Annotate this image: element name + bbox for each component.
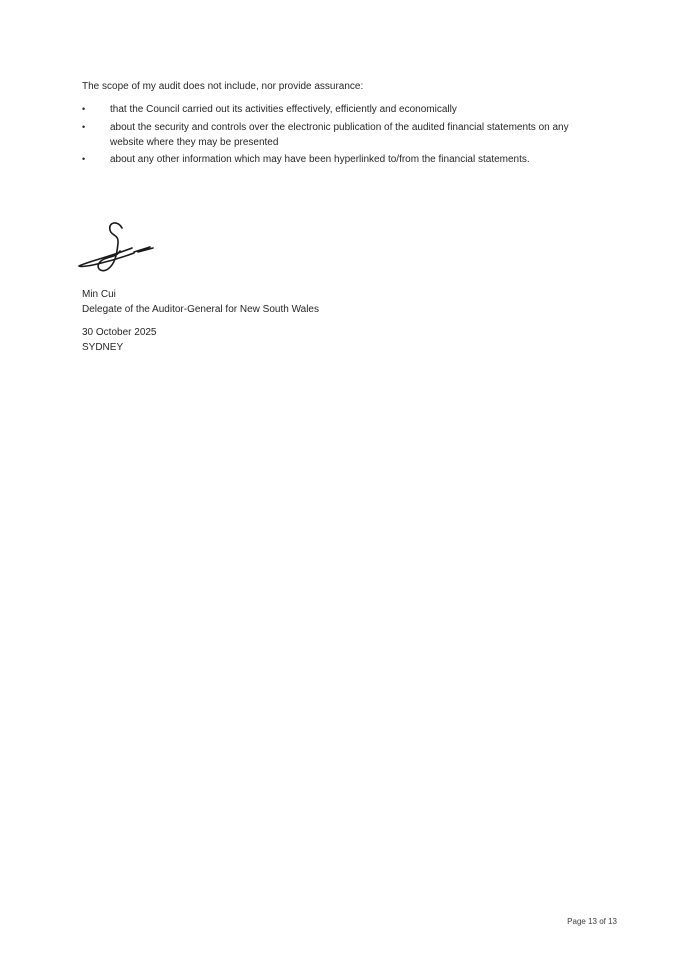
signatory-title: Delegate of the Auditor-General for New South Wales: [82, 304, 319, 315]
list-item: [82, 102, 582, 117]
signatory-name: Min Cui: [82, 289, 116, 300]
bullet-marker: •: [82, 104, 86, 114]
bullet-list: [82, 102, 582, 170]
bullet-text: that the Council carried out its activities effectively, efficiently and economically: [110, 104, 457, 115]
date-place-block: [82, 325, 157, 355]
bullet-marker: •: [82, 154, 86, 164]
list-item: [82, 120, 582, 150]
bullet-text: about the security and controls over the electronic publication of the audited financial statements on any website where they may be presented: [110, 121, 569, 148]
list-item: [82, 152, 582, 167]
intro-paragraph: The scope of my audit does not include, nor provide assurance:: [82, 81, 364, 92]
date-line: 30 October 2025: [82, 327, 157, 338]
signatory-block: [82, 287, 319, 317]
bullet-marker: •: [82, 121, 86, 132]
signature: [74, 216, 164, 278]
page-number-footer: Page 13 of 13: [567, 917, 617, 926]
bullet-text: about any other information which may have been hyperlinked to/from the financial statements.: [110, 154, 530, 165]
place-line: SYDNEY: [82, 342, 124, 353]
